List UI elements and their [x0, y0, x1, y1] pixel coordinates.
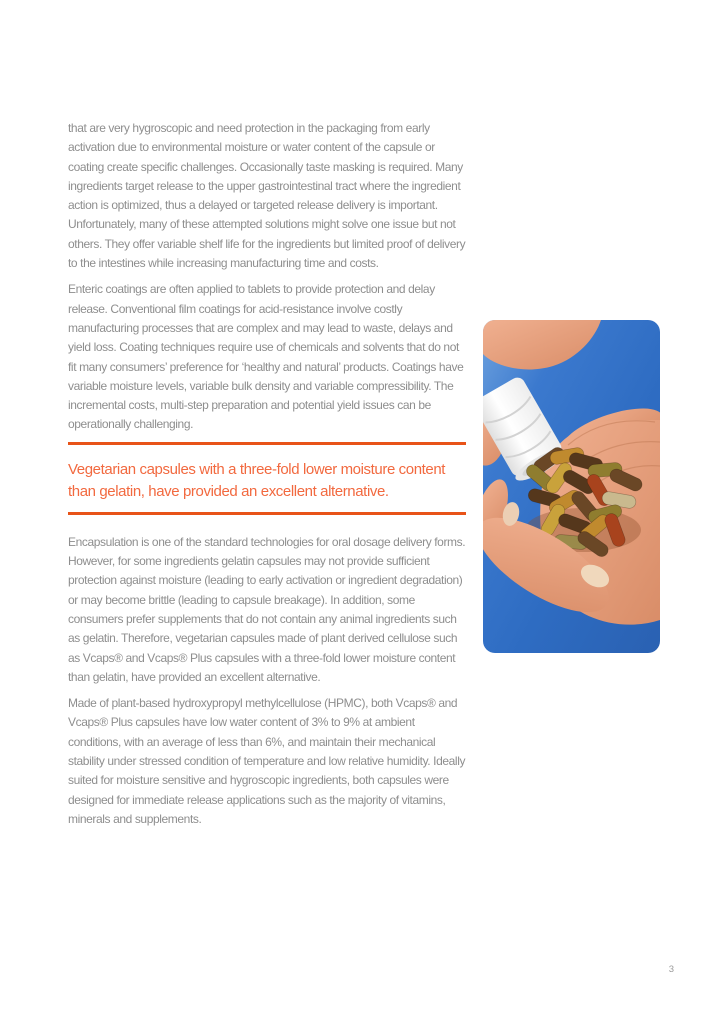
page-number: 3: [668, 964, 674, 975]
body-paragraph: that are very hygroscopic and need protection in the packaging from early activation due to environmental moisture or water content of the capsule or coating create specific challenges. Occasionally taste masking is required. Many ingredients target release to the upper gastrointestinal tract where the ingredient action is optimized, thus a delayed or targeted release delivery is important. Unfortunately, many of these attempted solutions might solve one issue but not others. They offer variable shelf life for the ingredients but limited proof of delivery to the intestines while increasing manufacturing time and costs.: [68, 121, 466, 271]
body-paragraph: Enteric coatings are often applied to tablets to provide protection and delay release. Conventional film coatings for acid-resistance involve costly manufacturing processes that are complex and may lead to waste, delays and yield loss. Coating techniques require use of chemicals and solvents that do not fit many consumers’ preference for ‘healthy and natural’ products. Coatings have variable moisture levels, variable bulk density and variable compressibility. The incremental costs, multi-step preparation and potential yield issues can be operationally challenging.: [68, 282, 464, 432]
pull-quote-line: than gelatin, have provided an excellent alternative.: [68, 482, 389, 500]
pull-quote: [68, 442, 466, 515]
capsules-photo: [483, 320, 660, 653]
body-paragraph: Made of plant-based hydroxypropyl methylcellulose (HPMC), both Vcaps® and Vcaps® Plus capsules have low water content of 3% to 9% at ambient conditions, with an average of less than 6%, and maintain their mechanical stability under stressed condition of temperature and low relative humidity. Ideally suited for moisture sensitive and hygroscopic ingredients, both capsules were designed for immediate release applications such as the majority of vitamins, minerals and supplements.: [68, 696, 466, 826]
text-column: [68, 119, 466, 836]
pull-quote-line: Vegetarian capsules with a three-fold lower moisture content: [68, 460, 446, 478]
body-paragraph: Encapsulation is one of the standard technologies for oral dosage delivery forms. However, for some ingredients gelatin capsules may not provide sufficient protection against moisture (leading to early activation or ingredient degradation) or may become brittle (leading to capsule breakage). In addition, some consumers prefer supplements that do not contain any animal ingredients such as gelatin. Therefore, vegetarian capsules made of plant derived cellulose such as Vcaps® and Vcaps® Plus capsules with a three-fold lower moisture content than gelatin, have provided an excellent alternative.: [68, 534, 466, 684]
